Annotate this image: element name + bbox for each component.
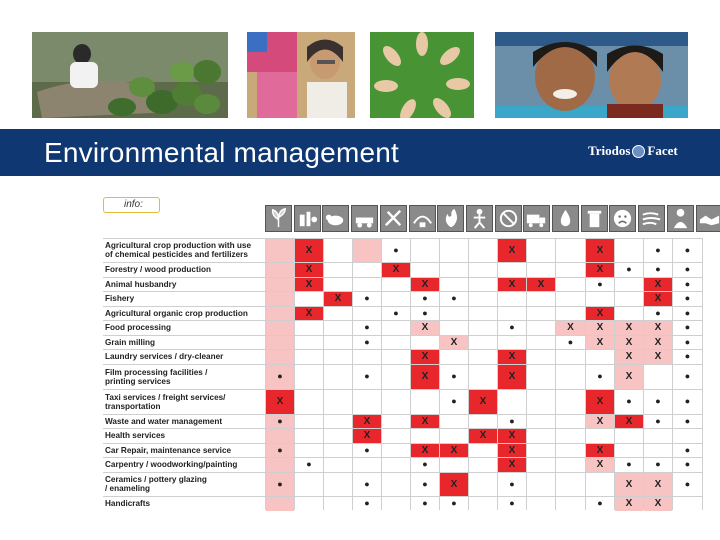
matrix-cell xyxy=(556,321,585,335)
activity-label-line: Taxi services / freight services/ xyxy=(105,392,226,402)
impact-dot-mark: ● xyxy=(684,278,691,289)
matrix-cell xyxy=(644,390,672,414)
activity-label xyxy=(105,393,225,411)
impact-dot-mark: ● xyxy=(393,307,399,318)
matrix-cell xyxy=(673,292,702,306)
activity-label xyxy=(105,265,211,274)
brand-name-2: Facet xyxy=(647,143,678,158)
impact-x-mark: X xyxy=(596,415,604,427)
impact-x-mark: X xyxy=(276,396,284,407)
handshake-icon xyxy=(696,205,720,232)
matrix-cell xyxy=(644,307,672,320)
impact-x-mark: X xyxy=(421,278,429,290)
matrix-cell xyxy=(586,444,614,457)
impact-x-mark: X xyxy=(596,459,604,470)
matrix-cell xyxy=(266,497,294,511)
matrix-cell xyxy=(673,390,702,414)
grid-column-line xyxy=(468,238,469,510)
impact-dot-mark: ● xyxy=(597,278,603,289)
impact-dot-mark: ● xyxy=(684,322,691,332)
trash-icon xyxy=(581,205,608,232)
matrix-cell xyxy=(411,497,439,511)
impact-dot-mark: ● xyxy=(597,371,603,381)
impact-dot-mark: ● xyxy=(306,459,312,469)
matrix-cell xyxy=(295,458,323,472)
animal-icon xyxy=(322,205,349,232)
matrix-cell xyxy=(673,321,702,335)
impact-dot-mark: ● xyxy=(277,478,283,489)
impact-dot-mark: ● xyxy=(393,244,399,255)
matrix-cell xyxy=(440,444,468,457)
impact-dot-mark: ● xyxy=(451,498,457,508)
activity-label-line: of chemical pesticides and fertilizers xyxy=(105,250,248,259)
matrix-cell xyxy=(644,321,672,335)
activity-label xyxy=(105,460,237,469)
impact-dot-mark: ● xyxy=(422,478,428,489)
matrix-cell xyxy=(644,239,672,262)
matrix-cell xyxy=(266,336,294,349)
activity-label xyxy=(105,446,231,455)
worker-icon xyxy=(466,205,493,232)
activity-label-line: Fishery xyxy=(105,294,135,303)
matrix-cell xyxy=(266,365,294,389)
matrix-cell xyxy=(266,390,294,414)
truck-icon xyxy=(523,205,550,232)
impact-dot-mark: ● xyxy=(364,371,370,381)
matrix-cell xyxy=(615,390,643,414)
grid-row-line xyxy=(103,428,702,429)
matrix-cell xyxy=(586,321,614,335)
matrix-cell xyxy=(673,307,702,320)
grid-row-line xyxy=(103,472,702,473)
matrix-cell xyxy=(644,263,672,277)
matrix-cell xyxy=(673,350,702,364)
impact-x-mark: X xyxy=(479,430,487,441)
matrix-cell xyxy=(498,415,526,428)
matrix-cell xyxy=(440,336,468,349)
impact-x-mark: X xyxy=(305,244,313,256)
matrix-cell xyxy=(353,473,381,496)
impact-x-mark: X xyxy=(654,336,662,348)
matrix-cell xyxy=(644,458,672,472)
impact-dot-mark: ● xyxy=(509,415,515,426)
grid-row-line xyxy=(103,291,702,292)
matrix-cell xyxy=(615,336,643,349)
machinery-icon xyxy=(351,205,378,232)
activity-label xyxy=(105,368,207,386)
impact-x-mark: X xyxy=(421,351,429,362)
matrix-cell xyxy=(673,365,702,389)
impact-x-mark: X xyxy=(392,264,400,275)
matrix-cell xyxy=(673,415,702,428)
impact-dot-mark: ● xyxy=(684,478,691,489)
wind-icon xyxy=(638,205,665,232)
impact-dot-mark: ● xyxy=(451,396,457,406)
matrix-cell xyxy=(411,321,439,335)
impact-dot-mark: ● xyxy=(364,498,370,508)
activity-label-line: / enameling xyxy=(105,484,151,493)
matrix-cell xyxy=(644,336,672,349)
activity-label-line: Ceramics / pottery glazing xyxy=(105,475,207,484)
matrix-cell xyxy=(266,239,294,262)
impact-x-mark: X xyxy=(450,444,458,456)
matrix-cell xyxy=(266,458,294,472)
impact-dot-mark: ● xyxy=(509,498,515,508)
impact-dot-mark: ● xyxy=(364,444,370,455)
sick-face-icon xyxy=(609,205,636,232)
impact-x-mark: X xyxy=(421,371,429,382)
impact-x-mark: X xyxy=(508,351,516,362)
matrix-cell xyxy=(411,278,439,291)
matrix-cell xyxy=(353,292,381,306)
matrix-cell xyxy=(586,365,614,389)
impact-x-mark: X xyxy=(363,430,371,441)
impact-dot-mark: ● xyxy=(422,293,428,303)
activity-label xyxy=(105,309,248,318)
impact-x-mark: X xyxy=(625,371,633,382)
activity-label xyxy=(105,294,134,303)
impact-x-mark: X xyxy=(305,278,313,290)
matrix-cell xyxy=(266,278,294,291)
impact-x-mark: X xyxy=(654,498,662,509)
matrix-cell xyxy=(411,350,439,364)
impact-x-mark: X xyxy=(654,322,662,333)
globe-icon xyxy=(632,145,645,158)
impact-x-mark: X xyxy=(625,351,633,362)
activity-label xyxy=(105,280,176,289)
matrix-cell xyxy=(673,278,702,291)
matrix-cell xyxy=(615,458,643,472)
matrix-cell xyxy=(586,336,614,349)
activity-label-line: Forestry / wood production xyxy=(105,265,211,274)
matrix-cell xyxy=(295,263,323,277)
matrix-cell xyxy=(266,292,294,306)
matrix-cell xyxy=(556,336,585,349)
impact-dot-mark: ● xyxy=(451,371,457,381)
impact-dot-mark: ● xyxy=(364,322,370,332)
matrix-cell xyxy=(586,239,614,262)
barrier-icon xyxy=(495,205,522,232)
matrix-cell xyxy=(527,278,555,291)
matrix-cell xyxy=(411,415,439,428)
activity-label xyxy=(105,241,251,259)
impact-x-mark: X xyxy=(450,336,458,348)
info-label: info: xyxy=(124,199,143,210)
impact-x-mark: X xyxy=(654,293,662,304)
matrix-cell xyxy=(586,263,614,277)
matrix-cell xyxy=(353,239,381,262)
impact-x-mark: X xyxy=(421,444,429,456)
matrix-cell xyxy=(644,473,672,496)
photo-market-woman xyxy=(247,32,355,118)
activity-label-line: transportation xyxy=(105,401,161,411)
matrix-cell xyxy=(673,336,702,349)
matrix-cell xyxy=(498,444,526,457)
matrix-cell xyxy=(411,458,439,472)
matrix-cell xyxy=(615,263,643,277)
impact-x-mark: X xyxy=(654,278,662,290)
matrix-cell xyxy=(586,497,614,511)
fire-icon xyxy=(437,205,464,232)
matrix-cell xyxy=(469,390,497,414)
activity-label-line: Handicrafts xyxy=(105,499,151,508)
matrix-cell xyxy=(440,365,468,389)
matrix-cell xyxy=(353,429,381,443)
activity-label-line: Agricultural organic crop production xyxy=(105,308,248,318)
impact-x-mark: X xyxy=(596,444,604,456)
impact-dot-mark: ● xyxy=(422,459,428,469)
impact-x-mark: X xyxy=(508,459,516,470)
impact-x-mark: X xyxy=(508,444,516,456)
matrix-cell xyxy=(440,390,468,414)
matrix-cell xyxy=(382,307,410,320)
matrix-cell xyxy=(266,307,294,320)
matrix-cell xyxy=(266,429,294,443)
impact-dot-mark: ● xyxy=(422,498,428,508)
impact-dot-mark: ● xyxy=(364,293,370,303)
impact-x-mark: X xyxy=(567,322,574,333)
impact-dot-mark: ● xyxy=(684,444,691,455)
impact-dot-mark: ● xyxy=(655,264,661,274)
chemicals-icon xyxy=(294,205,321,232)
impact-x-mark: X xyxy=(654,478,662,490)
impact-dot-mark: ● xyxy=(655,307,661,318)
matrix-cell xyxy=(411,365,439,389)
matrix-cell xyxy=(382,263,410,277)
matrix-cell xyxy=(498,239,526,262)
impact-x-mark: X xyxy=(596,264,604,275)
impact-dot-mark: ● xyxy=(684,244,691,255)
impact-dot-mark: ● xyxy=(684,459,691,469)
photo-watermelons xyxy=(32,32,228,118)
matrix-cell xyxy=(615,497,643,511)
matrix-cell xyxy=(353,415,381,428)
matrix-cell xyxy=(382,239,410,262)
impact-x-mark: X xyxy=(596,396,604,407)
matrix-cell xyxy=(266,473,294,496)
impact-x-mark: X xyxy=(305,307,313,319)
spray-icon xyxy=(409,205,436,232)
impact-dot-mark: ● xyxy=(364,336,370,347)
activity-label xyxy=(105,499,150,508)
brand-logo xyxy=(588,143,678,159)
matrix-cell xyxy=(498,321,526,335)
grid-row-line xyxy=(103,349,702,350)
matrix-cell xyxy=(586,390,614,414)
activity-label-line: Animal husbandry xyxy=(105,279,177,289)
matrix-cell xyxy=(615,473,643,496)
tools-icon xyxy=(380,205,407,232)
impact-x-mark: X xyxy=(654,351,662,362)
matrix-cell xyxy=(644,415,672,428)
matrix-cell xyxy=(353,365,381,389)
matrix-cell xyxy=(615,415,643,428)
impact-dot-mark: ● xyxy=(684,336,691,347)
impact-dot-mark: ● xyxy=(684,264,691,274)
matrix-cell xyxy=(266,263,294,277)
activity-label-line: printing services xyxy=(105,376,171,386)
matrix-cell xyxy=(586,307,614,320)
matrix-cell xyxy=(673,444,702,457)
impact-dot-mark: ● xyxy=(684,307,691,318)
impact-x-mark: X xyxy=(596,322,604,333)
matrix-cell xyxy=(615,350,643,364)
matrix-cell xyxy=(644,497,672,511)
activity-label xyxy=(105,417,222,426)
matrix-cell xyxy=(353,497,381,511)
impact-dot-mark: ● xyxy=(277,444,283,455)
activity-label xyxy=(105,352,223,361)
activity-label-line: Health services xyxy=(105,431,166,440)
matrix-cell xyxy=(295,239,323,262)
matrix-cell xyxy=(469,429,497,443)
matrix-cell xyxy=(586,278,614,291)
activity-label xyxy=(105,338,155,347)
activity-label-line: Agricultural crop production with use xyxy=(105,241,252,250)
matrix-cell xyxy=(673,263,702,277)
matrix-cell xyxy=(353,321,381,335)
impact-x-mark: X xyxy=(421,415,429,427)
matrix-cell xyxy=(353,444,381,457)
impact-dot-mark: ● xyxy=(655,244,661,255)
activity-label-line: Film processing facilities / xyxy=(105,367,208,377)
matrix-cell xyxy=(673,239,702,262)
impact-x-mark: X xyxy=(625,478,633,490)
activity-label xyxy=(105,323,171,332)
impact-dot-mark: ● xyxy=(597,498,603,508)
impact-x-mark: X xyxy=(508,371,516,382)
impact-dot-mark: ● xyxy=(277,415,283,426)
matrix-cell xyxy=(411,307,439,320)
matrix-cell xyxy=(295,278,323,291)
matrix-cell xyxy=(411,473,439,496)
impact-dot-mark: ● xyxy=(509,322,515,332)
activity-label-line: Waste and water management xyxy=(105,416,223,426)
impact-x-mark: X xyxy=(508,278,516,290)
impact-dot-mark: ● xyxy=(626,396,632,406)
impact-dot-mark: ● xyxy=(684,371,691,381)
matrix-cell xyxy=(586,415,614,428)
impact-x-mark: X xyxy=(508,430,516,441)
impact-x-mark: X xyxy=(305,264,313,275)
matrix-cell xyxy=(324,292,352,306)
plant-icon xyxy=(265,205,292,232)
matrix-cell xyxy=(440,473,468,496)
photo-hands-circle xyxy=(370,32,474,118)
impact-dot-mark: ● xyxy=(451,293,457,303)
matrix-cell xyxy=(295,307,323,320)
impact-x-mark: X xyxy=(334,293,342,304)
matrix-cell xyxy=(498,429,526,443)
impact-dot-mark: ● xyxy=(655,415,661,426)
impact-x-mark: X xyxy=(596,307,604,319)
matrix-cell xyxy=(498,458,526,472)
impact-x-mark: X xyxy=(625,336,633,348)
impact-dot-mark: ● xyxy=(684,396,691,406)
impact-x-mark: X xyxy=(508,244,516,256)
impact-x-mark: X xyxy=(596,336,604,348)
impact-x-mark: X xyxy=(479,396,487,407)
activity-label-line: Grain milling xyxy=(105,337,156,347)
activity-label-line: Car Repair, maintenance service xyxy=(105,445,232,455)
activity-label-line: Food processing xyxy=(105,323,171,332)
matrix-cell xyxy=(266,350,294,364)
matrix-cell xyxy=(586,458,614,472)
matrix-cell xyxy=(266,321,294,335)
matrix-cell xyxy=(498,350,526,364)
matrix-cell xyxy=(266,444,294,457)
matrix-cell xyxy=(644,278,672,291)
matrix-cell xyxy=(644,350,672,364)
matrix-cell xyxy=(411,444,439,457)
grid-column-line xyxy=(381,238,382,510)
matrix-cell xyxy=(411,292,439,306)
matrix-cell xyxy=(440,292,468,306)
matrix-cell xyxy=(498,365,526,389)
matrix-cell xyxy=(266,415,294,428)
photo-smiling-children xyxy=(495,32,688,118)
grid-column-line xyxy=(555,238,556,510)
activity-label xyxy=(105,431,165,440)
title-banner xyxy=(0,129,720,176)
impact-dot-mark: ● xyxy=(684,415,691,426)
photo-strip xyxy=(32,32,688,118)
activity-label xyxy=(105,475,207,493)
person-icon xyxy=(667,205,694,232)
impact-dot-mark: ● xyxy=(422,307,428,318)
water-icon xyxy=(552,205,579,232)
impact-x-mark: X xyxy=(625,498,633,509)
impact-dot-mark: ● xyxy=(626,264,632,274)
matrix-cell xyxy=(353,336,381,349)
impact-dot-mark: ● xyxy=(684,351,691,361)
matrix-cell xyxy=(615,365,643,389)
activity-label-line: Laundry services / dry-cleaner xyxy=(105,352,224,361)
impact-dot-mark: ● xyxy=(364,478,370,489)
impact-x-mark: X xyxy=(537,278,545,290)
impact-dot-mark: ● xyxy=(684,293,691,303)
grid-column-line xyxy=(323,238,324,510)
matrix-cell xyxy=(498,473,526,496)
impact-dot-mark: ● xyxy=(655,459,661,469)
impact-x-mark: X xyxy=(421,322,429,333)
matrix-cell xyxy=(440,497,468,511)
matrix-cell xyxy=(498,497,526,511)
page-title: Environmental management xyxy=(44,137,399,168)
brand-name: Triodos xyxy=(588,143,631,158)
impact-dot-mark: ● xyxy=(277,371,283,381)
matrix-cell xyxy=(498,278,526,291)
grid-column-line xyxy=(702,238,703,510)
matrix-cell xyxy=(673,458,702,472)
impact-x-mark: X xyxy=(450,478,458,490)
impact-x-mark: X xyxy=(625,415,633,427)
impact-dot-mark: ● xyxy=(655,396,661,406)
activity-label-line: Carpentry / woodworking/painting xyxy=(105,460,238,469)
impact-x-mark: X xyxy=(625,322,633,333)
impact-dot-mark: ● xyxy=(567,336,574,347)
impact-dot-mark: ● xyxy=(626,459,632,469)
matrix-cell xyxy=(644,292,672,306)
impact-dot-mark: ● xyxy=(509,478,515,489)
impact-x-mark: X xyxy=(596,244,604,256)
matrix-cell xyxy=(673,473,702,496)
impact-x-mark: X xyxy=(363,415,371,427)
matrix-cell xyxy=(615,321,643,335)
info-box xyxy=(103,197,160,213)
